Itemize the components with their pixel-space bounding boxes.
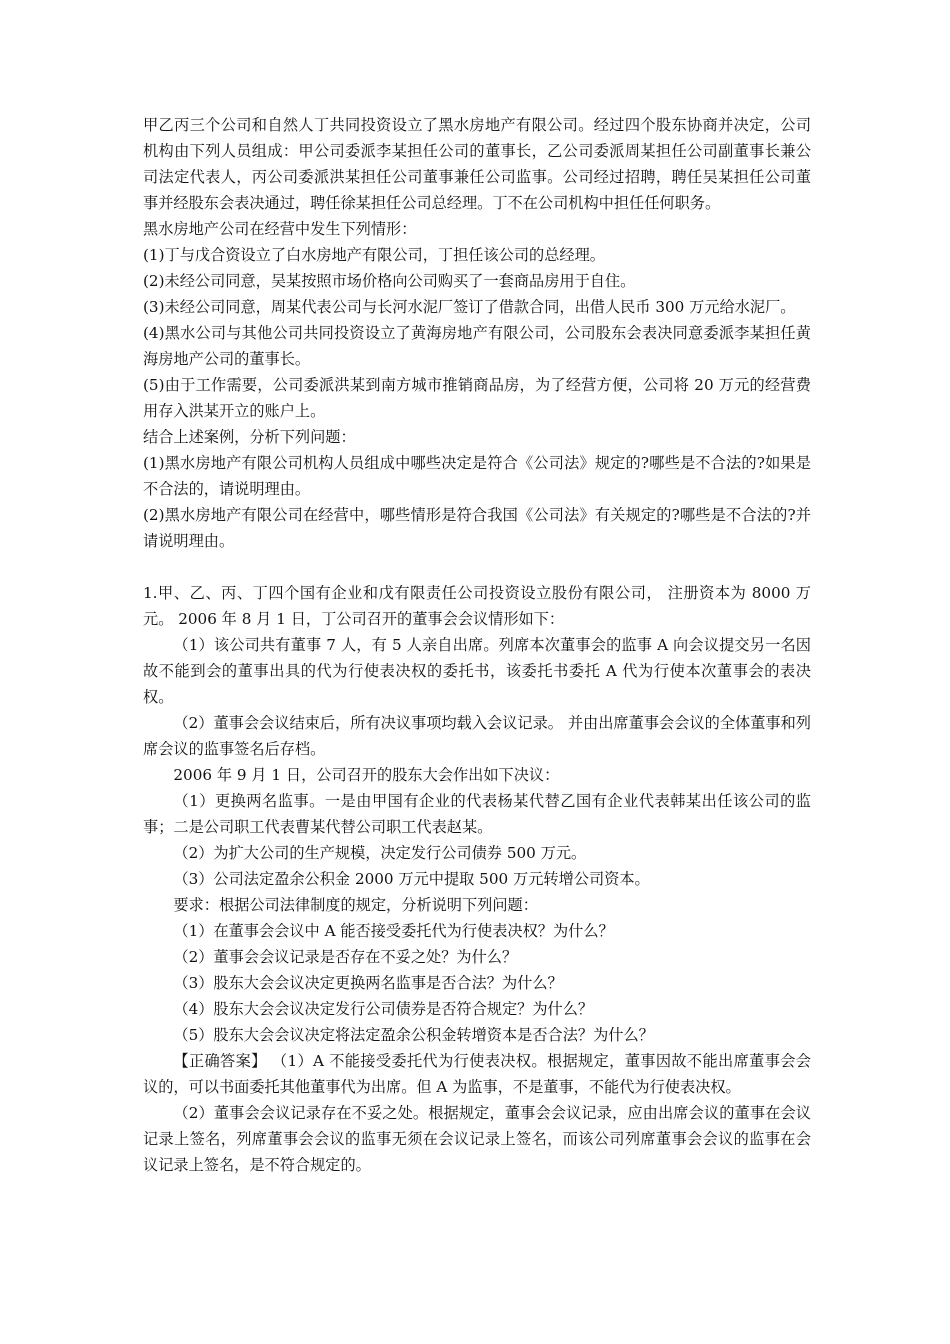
case1-situation-3: (3)未经公司同意，周某代表公司与长河水泥厂签订了借款合同，出借人民币 300 万元给水泥厂。: [143, 298, 796, 316]
case1-situations-intro: 黑水房地产公司在经营中发生下列情形：: [143, 220, 417, 238]
answer-1: 【正确答案】 （1）A 不能接受委托代为行使表决权。根据规定，董事因故不能出席董事会会议的，可以书面委托其他董事代为出席。但 A 为监事，不是董事，不能代为行使表决权。: [143, 1052, 811, 1096]
document-page: [143, 112, 811, 1178]
case2-intro: 1.甲、乙、丙、丁四个国有企业和戊有限责任公司投资设立股份有限公司， 注册资本为 8000 万元。 2006 年 8 月 1 日，丁公司召开的董事会会议情形如下：: [143, 584, 811, 628]
board-item-1: （1）该公司共有董事 7 人，有 5 人亲自出席。列席本次董事会的监事 A 向会议提交另一名因故不能到会的董事出具的代为行使表决权的委托书，该委托书委托 A 代为行使本次董事会的表决权。: [143, 636, 811, 706]
meeting-item-1: （1）更换两名监事。一是由甲国有企业的代表杨某代替乙国有企业代表韩某出任该公司的监事；二是公司职工代表曹某代替公司职工代表赵某。: [143, 792, 811, 836]
req-item-2: （2）董事会会议记录是否存在不妥之处？为什么？: [173, 948, 518, 966]
req-item-5: （5）股东大会会议决定将法定盈余公积金转增资本是否合法？为什么？: [173, 1026, 654, 1044]
req-item-4: （4）股东大会会议决定发行公司债券是否符合规定？为什么？: [173, 1000, 594, 1018]
case1-situation-5: (5)由于工作需要，公司委派洪某到南方城市推销商品房，为了经营方便，公司将 20 万元的经营费用存入洪某开立的账户上。: [143, 376, 811, 420]
case1-intro: 甲乙丙三个公司和自然人丁共同投资设立了黑水房地产有限公司。经过四个股东协商并决定，公司机构由下列人员组成：甲公司委派李某担任公司的董事长，乙公司委派周某担任公司副董事长兼公司法定代表人，丙公司委派洪某担任公司董事兼任公司监事。公司经过招聘，聘任吴某担任公司董事并经股东会表决通过，聘任徐某担任公司总经理。丁不在公司机构中担任任何职务。: [143, 116, 811, 212]
meeting-intro: 2006 年 9 月 1 日，公司召开的股东大会作出如下决议：: [173, 766, 560, 784]
answer-2: （2）董事会会议记录存在不妥之处。根据规定，董事会会议记录，应由出席会议的董事在会议记录上签名，列席董事会会议的监事无须在会议记录上签名，而该公司列席董事会会议的监事在会议记录上签名，是不符合规定的。: [143, 1104, 811, 1174]
case1-situation-4: (4)黑水公司与其他公司共同投资设立了黄海房地产有限公司，公司股东会表决同意委派李某担任黄海房地产公司的董事长。: [143, 324, 811, 368]
requirement: 要求：根据公司法律制度的规定，分析说明下列问题：: [173, 896, 538, 914]
case1-questions-intro: 结合上述案例，分析下列问题：: [143, 428, 356, 446]
board-item-2: （2）董事会会议结束后，所有决议事项均载入会议记录。 并由出席董事会会议的全体董事和列席会议的监事签名后存档。: [143, 714, 811, 758]
case1-situation-2: (2)未经公司同意，吴某按照市场价格向公司购买了一套商品房用于自住。: [143, 272, 636, 290]
meeting-item-3: （3）公司法定盈余公积金 2000 万元中提取 500 万元转增公司资本。: [173, 870, 650, 888]
req-item-1: （1）在董事会会议中 A 能否接受委托代为行使表决权？为什么？: [173, 922, 614, 940]
case1-question-1: (1)黑水房地产有限公司机构人员组成中哪些决定是符合《公司法》规定的?哪些是不合法的?如果是不合法的，请说明理由。: [143, 454, 811, 498]
meeting-item-2: （2）为扩大公司的生产规模，决定发行公司债券 500 万元。: [173, 844, 587, 862]
case1-question-2: (2)黑水房地产有限公司在经营中，哪些情形是符合我国《公司法》有关规定的?哪些是不合法的?并请说明理由。: [143, 506, 811, 550]
case1-situation-1: (1)丁与戊合资设立了白水房地产有限公司，丁担任该公司的总经理。: [143, 246, 605, 264]
section-gap: [143, 554, 811, 580]
req-item-3: （3）股东大会会议决定更换两名监事是否合法？为什么？: [173, 974, 563, 992]
